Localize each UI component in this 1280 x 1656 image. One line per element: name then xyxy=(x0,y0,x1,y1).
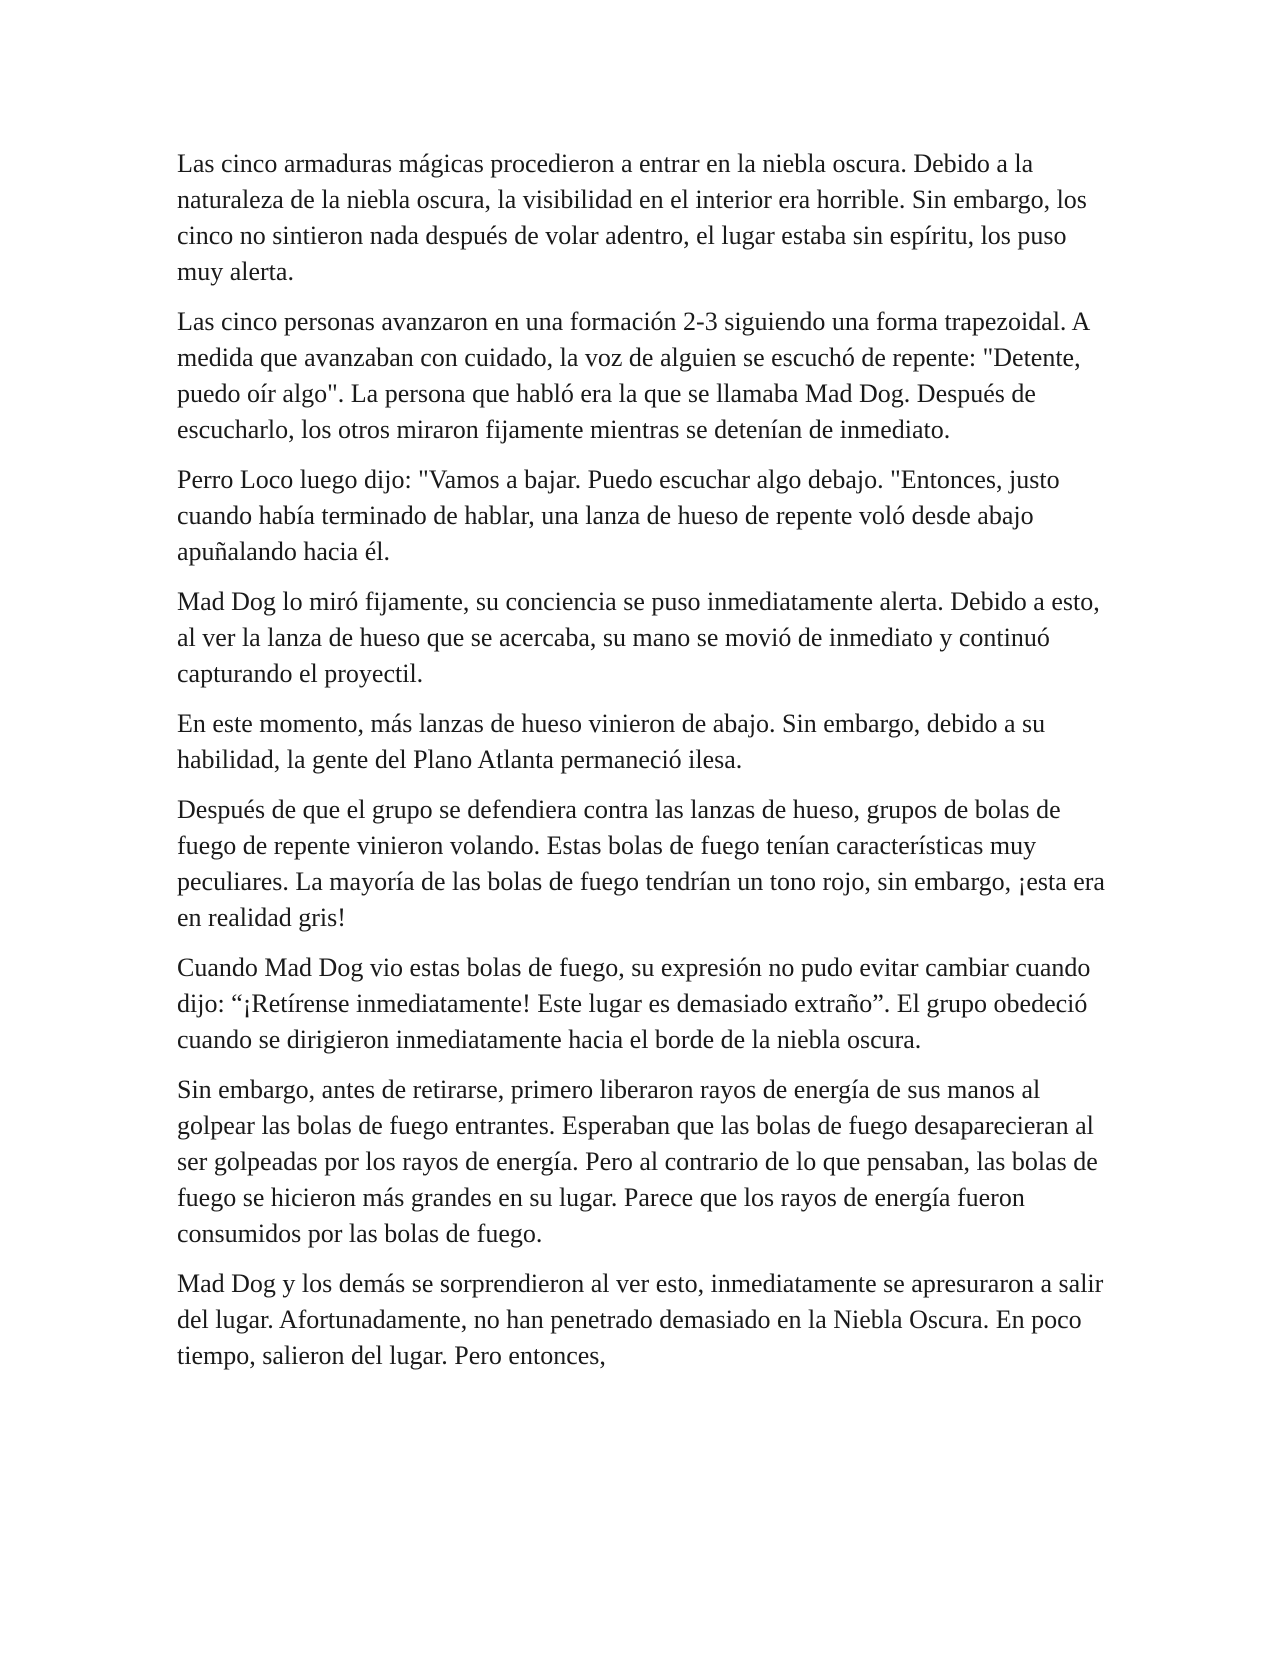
paragraph-9: Mad Dog y los demás se sorprendieron al ver esto, inmediatamente se apresuraron a salir del lugar. Afortunadamente, no han penetrado demasiado en la Niebla Oscura. En poco tiempo, salieron del lugar. Pero entonces, xyxy=(177,1269,1104,1370)
paragraph-2: Las cinco personas avanzaron en una formación 2-3 siguiendo una forma trapezoidal. A medida que avanzaban con cuidado, la voz de alguien se escuchó de repente: "Detente, puedo oír algo". La persona que habló era la que se llamaba Mad Dog. Después de escucharlo, los otros miraron fijamente mientras se detenían de inmediato. xyxy=(177,307,1089,444)
paragraph-5: En este momento, más lanzas de hueso vinieron de abajo. Sin embargo, debido a su habilidad, la gente del Plano Atlanta permaneció ilesa. xyxy=(177,709,1046,774)
paragraph-7: Cuando Mad Dog vio estas bolas de fuego, su expresión no pudo evitar cambiar cuando dijo: “¡Retírense inmediatamente! Este lugar es demasiado extraño”. El grupo obedeció cuando se dirigieron inmediatamente hacia el borde de la niebla oscura. xyxy=(177,953,1091,1054)
paragraph-6: Después de que el grupo se defendiera contra las lanzas de hueso, grupos de bolas de fuego de repente vinieron volando. Estas bolas de fuego tenían características muy peculiares. La mayoría de las bolas de fuego tendrían un tono rojo, sin embargo, ¡esta era en realidad gris! xyxy=(177,795,1105,932)
document-body xyxy=(177,146,1107,1388)
paragraph-3: Perro Loco luego dijo: "Vamos a bajar. Puedo escuchar algo debajo. "Entonces, justo cuando había terminado de hablar, una lanza de hueso de repente voló desde abajo apuñalando hacia él. xyxy=(177,465,1060,566)
paragraph-1: Las cinco armaduras mágicas procedieron a entrar en la niebla oscura. Debido a la naturaleza de la niebla oscura, la visibilidad en el interior era horrible. Sin embargo, los cinco no sintieron nada después de volar adentro, el lugar estaba sin espíritu, los puso muy alerta. xyxy=(177,149,1087,286)
paragraph-8: Sin embargo, antes de retirarse, primero liberaron rayos de energía de sus manos al golpear las bolas de fuego entrantes. Esperaban que las bolas de fuego desaparecieran al ser golpeadas por los rayos de energía. Pero al contrario de lo que pensaban, las bolas de fuego se hicieron más grandes en su lugar. Parece que los rayos de energía fueron consumidos por las bolas de fuego. xyxy=(177,1075,1098,1248)
paragraph-4: Mad Dog lo miró fijamente, su conciencia se puso inmediatamente alerta. Debido a esto, al ver la lanza de hueso que se acercaba, su mano se movió de inmediato y continuó capturando el proyectil. xyxy=(177,587,1100,688)
